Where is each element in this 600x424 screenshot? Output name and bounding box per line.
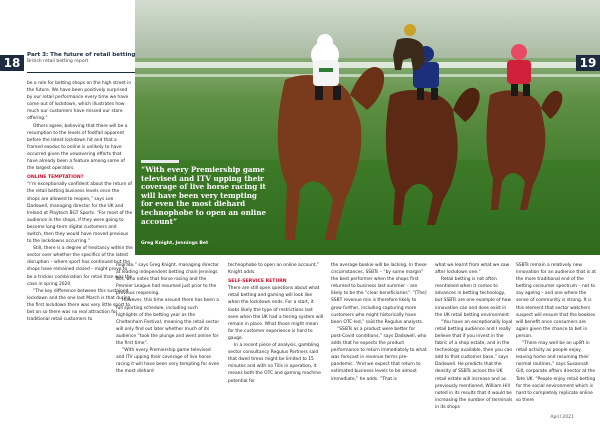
paragraph: migrate,” says Greg Knight, managing director at leading independent betting chain Jennings Bet, who notes that horse racing and the Premier League had resumed just prior to the previous reopening. [116, 263, 219, 297]
horse-background [393, 24, 425, 70]
paragraph: “You have an exceptionally loyal retail betting audience and I really believe that if you invest in the fabric of a shop estate, and in the technology available, then you can add to that customer base,” says Dadswell. He predicts that the density of SSBTs across the UK retail estate will increase and as previously mentioned, William Hill noted in its results that it would be increasing the number of terminals in its shops [435, 319, 513, 410]
section-subtitle: British retail betting report [27, 59, 89, 64]
pull-quote: “With every Premiership game televised and ITV upping their coverage of live horse racing it will have been very tempting for even the most diehard technophobe to open an online account” [141, 165, 267, 226]
section-header [27, 52, 147, 72]
horse-3 [487, 44, 563, 210]
paragraph: Retail betting is not often mentioned when it comes to advances in betting technology, but SSBTs are one example of how innovation can and does exist in the UK retail betting environment. [435, 277, 511, 318]
subheading-online-temptation: ONLINE TEMPTATION? [27, 175, 84, 181]
header-divider [27, 72, 135, 73]
paragraph: “SSBTs as a product were better for post-Covid conditions,” says Dadswell, who adds that he expects the product performance to return immediately to what was forecast in revenue terms pre-pandemic. “And we expect that return to estimated business levels to be almost immediate,” he adds. “That is [331, 326, 427, 382]
issue-date: April 2021 [550, 415, 574, 420]
pull-quote-attribution: Greg Knight, Jennings Bet [141, 241, 209, 246]
paragraph: However, this time around there has been a full sporting schedule, including such highlights of the betting year as the Cheltenham Festival, meaning the retail sector will only find out later whether much of its audience “took the plunge and went online for the first time”. [116, 298, 220, 347]
horse-1 [278, 34, 384, 240]
quote-accent-bar [141, 160, 179, 163]
text-column-5 [435, 262, 513, 420]
paragraph: Still, there is a degree of hesitancy within the sector over whether the specifics of the latest disruption – where sport has continued but the shops have remained closed – might prove to be a trickier combination for retail than was the case in spring 2020. [27, 246, 133, 287]
paragraph: the average bookie will be lacking. In these circumstances, SSBTs – “by some margin” the best performer when the shops first returned to business last summer – are likely to be the “clear beneficiaries”. “[The] SSBT revenue mix is therefore likely to grow further, including capturing more customers who might historically have been OTC-led,” said the Regulus analysts. [331, 263, 427, 325]
text-column-3 [228, 262, 324, 420]
paragraph: what we learnt from what we saw after lockdown one.” [435, 263, 510, 276]
paragraph: SSBTs remain a relatively new innovation for an audience that is at the more traditional end of the betting consumer spectrum – not to say ageing – and one where the sense of community is strong. It is this element that sector watchers suspect will ensure that the bookies will benefit once consumers are again given the chance to bet in person. [516, 263, 596, 339]
paragraph: be a role for betting shops on the high street in the future. We have been positively surprised by our retail performance every time we have come out of lockdown, which illustrates how much our customers have missed our store offering.” [27, 81, 132, 122]
paragraph: “There may well be an uplift in retail activity as people enjoy leaving home and resuming their normal routines,” says Susannah Gill, corporate affairs director at the Tote UK. “People enjoy retail betting for the social environment which is hard to completely replicate online so there [516, 341, 596, 403]
paragraph: In a recent piece of analysis, gambling sector consultancy Regulus Partners said that dwell times might be limited to 15 minutes and with no Tills in operation, it means both the OTC and gaming machine potential for [228, 343, 321, 384]
paragraph: “With every Premiership game televised and ITV upping their coverage of live horse racing it will have been very tempting for even the most diehard [116, 348, 220, 375]
paragraph: “I’m exceptionally confident about the return of the retail betting business levels once the shops are allowed to reopen,” says Lee Dadswell, managing director for the UK and Ireland at Playtech BGT Sports. “For most of the audience in the shops, if they were going to become long-term digital customers and switch, then they would have moved previous to the lockdowns occurring.” [27, 182, 133, 245]
page-number-left: 18 [0, 55, 24, 71]
text-column-6 [516, 262, 596, 420]
text-column-4 [331, 262, 427, 420]
subheading-self-service-return: SELF-SERVICE RETURN [228, 279, 287, 285]
section-title: Part 3: The future of retail betting [27, 52, 136, 58]
paragraph: “The key difference between this sustained lockdown and the one last March is that during the first lockdown there was very little sport to bet on so there was no real attraction for traditional retail customers to [27, 288, 131, 323]
paragraph: Others agree, believing that there will be a resumption to the levels of footfall apparent before the latest lockdown hit and that a framed exodus to online is unlikely to have occurred given the unwavering efforts that have already been a feature among some of the largest operators. [27, 123, 128, 172]
page-number-right: 19 [576, 55, 600, 71]
paragraph: There are still open questions about what retail betting and gaming will look like when the lockdown ends. For a start, it looks likely the type of restrictions last seen when the UK had a tiering system will remain in place. What those might mean for the customer experience is hard to gauge. [228, 286, 324, 341]
text-column-2 [116, 262, 220, 420]
horse-2 [386, 46, 480, 225]
paragraph: technophobe to open an online account,” Knight adds. [228, 263, 320, 276]
